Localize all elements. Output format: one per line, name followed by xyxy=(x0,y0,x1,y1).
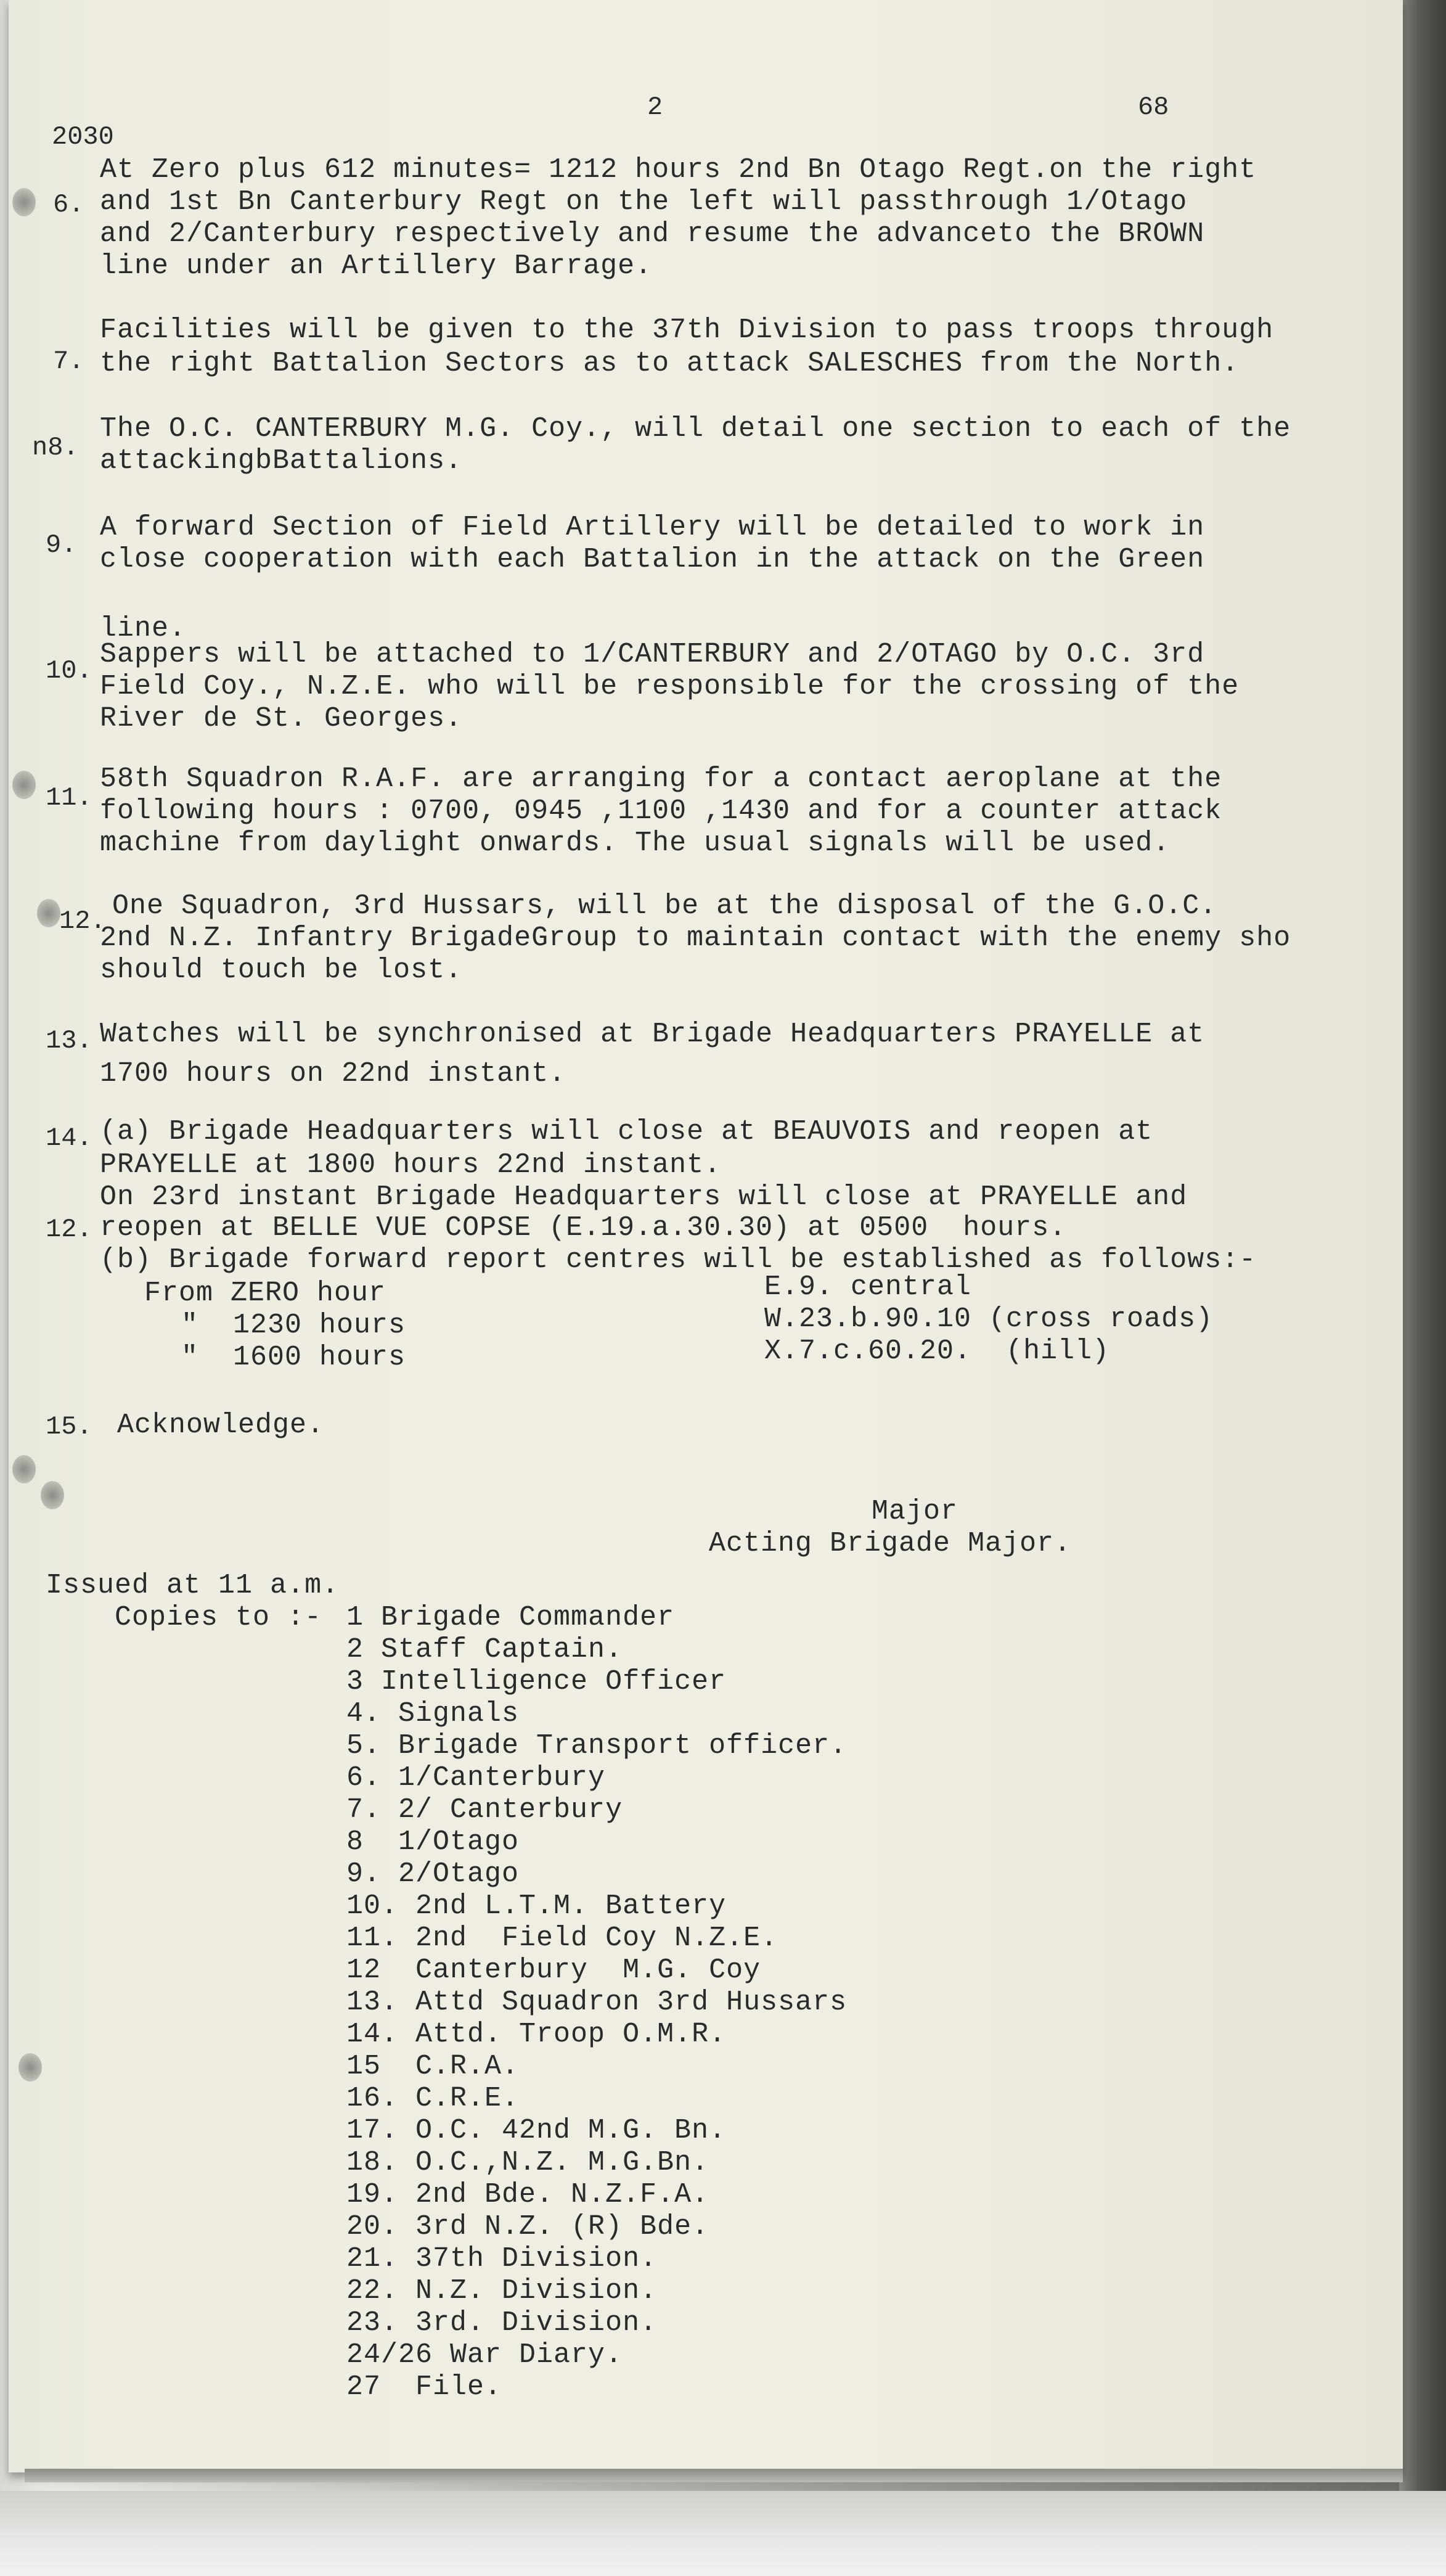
paragraph-number: 14. xyxy=(46,1123,92,1153)
page-number: 2 xyxy=(647,92,663,122)
paragraph-line: reopen at BELLE VUE COPSE (E.19.a.30.30) at 0500 hours. xyxy=(100,1212,1067,1244)
copy-recipient: 4. Signals xyxy=(346,1698,520,1729)
paragraph-number: 9. xyxy=(46,530,77,560)
paragraph-line: Acknowledge. xyxy=(117,1409,325,1441)
paragraph-number: 11. xyxy=(46,783,92,813)
copy-recipient: 15 C.R.A. xyxy=(346,2051,520,2082)
punch-hole xyxy=(41,1481,64,1509)
signature-rank: Major xyxy=(872,1496,958,1527)
punch-hole xyxy=(12,1455,36,1483)
folio-number: 68 xyxy=(1138,92,1169,122)
report-centre-time: " 1600 hours xyxy=(181,1342,406,1373)
copy-recipient: 17. O.C. 42nd M.G. Bn. xyxy=(346,2115,727,2146)
paragraph-line: At Zero plus 612 minutes= 1212 hours 2nd Bn Otago Regt.on the right xyxy=(100,154,1257,186)
copy-recipient: 21. 37th Division. xyxy=(346,2243,658,2275)
paragraph-line: River de St. Georges. xyxy=(100,703,463,734)
paragraph-line: (b) Brigade forward report centres will be established as follows:- xyxy=(100,1244,1257,1276)
copy-recipient: 6. 1/Canterbury xyxy=(346,1762,606,1794)
paragraph-line: Field Coy., N.Z.E. who will be responsible for the crossing of the xyxy=(100,671,1240,702)
paragraph-line: the right Battalion Sectors as to attack SALESCHES from the North. xyxy=(100,348,1240,379)
report-centre-location: E.9. central xyxy=(764,1271,972,1303)
paragraph-line: and 1st Bn Canterbury Regt on the left will passthrough 1/Otago xyxy=(100,186,1188,218)
copy-recipient: 13. Attd Squadron 3rd Hussars xyxy=(346,1987,848,2018)
copy-recipient: 1 Brigade Commander xyxy=(346,1602,675,1633)
punch-hole xyxy=(12,188,36,216)
paragraph-line: PRAYELLE at 1800 hours 22nd instant. xyxy=(100,1149,722,1181)
copy-recipient: 7. 2/ Canterbury xyxy=(346,1794,623,1826)
copy-recipient: 20. 3rd N.Z. (R) Bde. xyxy=(346,2211,709,2242)
paragraph-number: 6. xyxy=(53,190,84,219)
report-centre-time: " 1230 hours xyxy=(181,1310,406,1341)
paragraph-line: attackingbBattalions. xyxy=(100,445,463,477)
report-centre-location: W.23.b.90.10 (cross roads) xyxy=(764,1303,1214,1335)
paragraph-line: following hours : 0700, 0945 ,1100 ,1430 and for a counter attack xyxy=(100,795,1222,827)
copy-recipient: 22. N.Z. Division. xyxy=(346,2275,658,2307)
punch-hole xyxy=(37,899,60,927)
report-centre-location: X.7.c.60.20. (hill) xyxy=(764,1335,1110,1367)
paragraph-line: should touch be lost. xyxy=(100,954,463,986)
punch-hole xyxy=(18,2053,42,2082)
paragraph-line: 2nd N.Z. Infantry BrigadeGroup to maintain contact with the enemy sho xyxy=(100,922,1291,954)
background-surface xyxy=(0,2491,1446,2576)
punch-hole xyxy=(12,771,36,799)
copy-recipient: 2 Staff Captain. xyxy=(346,1634,623,1665)
paragraph-line: and 2/Canterbury respectively and resume the advanceto the BROWN xyxy=(100,218,1205,250)
paragraph-line: Sappers will be attached to 1/CANTERBURY and 2/OTAGO by O.C. 3rd xyxy=(100,639,1205,670)
signature-title: Acting Brigade Major. xyxy=(709,1528,1072,1559)
page-bottom-edge xyxy=(25,2469,1403,2482)
copy-recipient: 19. 2nd Bde. N.Z.F.A. xyxy=(346,2179,709,2210)
paragraph-line: (a) Brigade Headquarters will close at BEAUVOIS and reopen at xyxy=(100,1116,1153,1147)
copy-recipient: 10. 2nd L.T.M. Battery xyxy=(346,1890,727,1922)
paragraph-line: One Squadron, 3rd Hussars, will be at the disposal of the G.O.C. xyxy=(112,890,1217,922)
copy-recipient: 24/26 War Diary. xyxy=(346,2339,623,2371)
report-centre-time: From ZERO hour xyxy=(144,1278,386,1309)
paragraph-line: close cooperation with each Battalion in the attack on the Green xyxy=(100,544,1205,575)
paragraph-number: 12. xyxy=(59,906,106,936)
copy-recipient: 16. C.R.E. xyxy=(346,2083,520,2114)
paragraph-number: 7. xyxy=(53,347,84,376)
paragraph-number: 13. xyxy=(46,1026,92,1056)
paragraph-line: 58th Squadron R.A.F. are arranging for a contact aeroplane at the xyxy=(100,763,1222,795)
copy-recipient: 27 File. xyxy=(346,2371,502,2403)
copy-recipient: 3 Intelligence Officer xyxy=(346,1666,727,1697)
copy-recipient: 23. 3rd. Division. xyxy=(346,2307,658,2339)
paragraph-line: 1700 hours on 22nd instant. xyxy=(100,1058,566,1089)
issued-time: Issued at 11 a.m. xyxy=(46,1570,340,1601)
paragraph-line: The O.C. CANTERBURY M.G. Coy., will detail one section to each of the xyxy=(100,413,1291,445)
typed-page xyxy=(9,0,1403,2472)
paragraph-line: line. xyxy=(100,613,187,644)
paragraph-line: Watches will be synchronised at Brigade Headquarters PRAYELLE at xyxy=(100,1019,1205,1050)
reference-number: 2030 xyxy=(52,122,114,152)
paragraph-number: n8. xyxy=(32,433,79,462)
paragraph-line: machine from daylight onwards. The usual signals will be used. xyxy=(100,827,1170,859)
margin-mark: 12. xyxy=(46,1215,92,1244)
copy-recipient: 12 Canterbury M.G. Coy xyxy=(346,1955,761,1986)
copy-recipient: 14. Attd. Troop O.M.R. xyxy=(346,2019,727,2050)
copy-recipient: 8 1/Otago xyxy=(346,1826,520,1858)
paragraph-line: A forward Section of Field Artillery will be detailed to work in xyxy=(100,512,1205,543)
paragraph-line: line under an Artillery Barrage. xyxy=(100,250,653,282)
paragraph-line: Facilities will be given to the 37th Division to pass troops through xyxy=(100,314,1274,346)
copy-recipient: 9. 2/Otago xyxy=(346,1858,520,1890)
copy-recipient: 5. Brigade Transport officer. xyxy=(346,1730,848,1762)
binder-shadow xyxy=(1399,0,1446,2576)
paragraph-number: 15. xyxy=(46,1412,92,1442)
paragraph-line: On 23rd instant Brigade Headquarters will close at PRAYELLE and xyxy=(100,1181,1188,1213)
paragraph-number: 10. xyxy=(46,656,92,686)
copies-label: Copies to :- xyxy=(115,1602,322,1633)
copy-recipient: 18. O.C.,N.Z. M.G.Bn. xyxy=(346,2147,709,2178)
copy-recipient: 11. 2nd Field Coy N.Z.E. xyxy=(346,1922,778,1954)
